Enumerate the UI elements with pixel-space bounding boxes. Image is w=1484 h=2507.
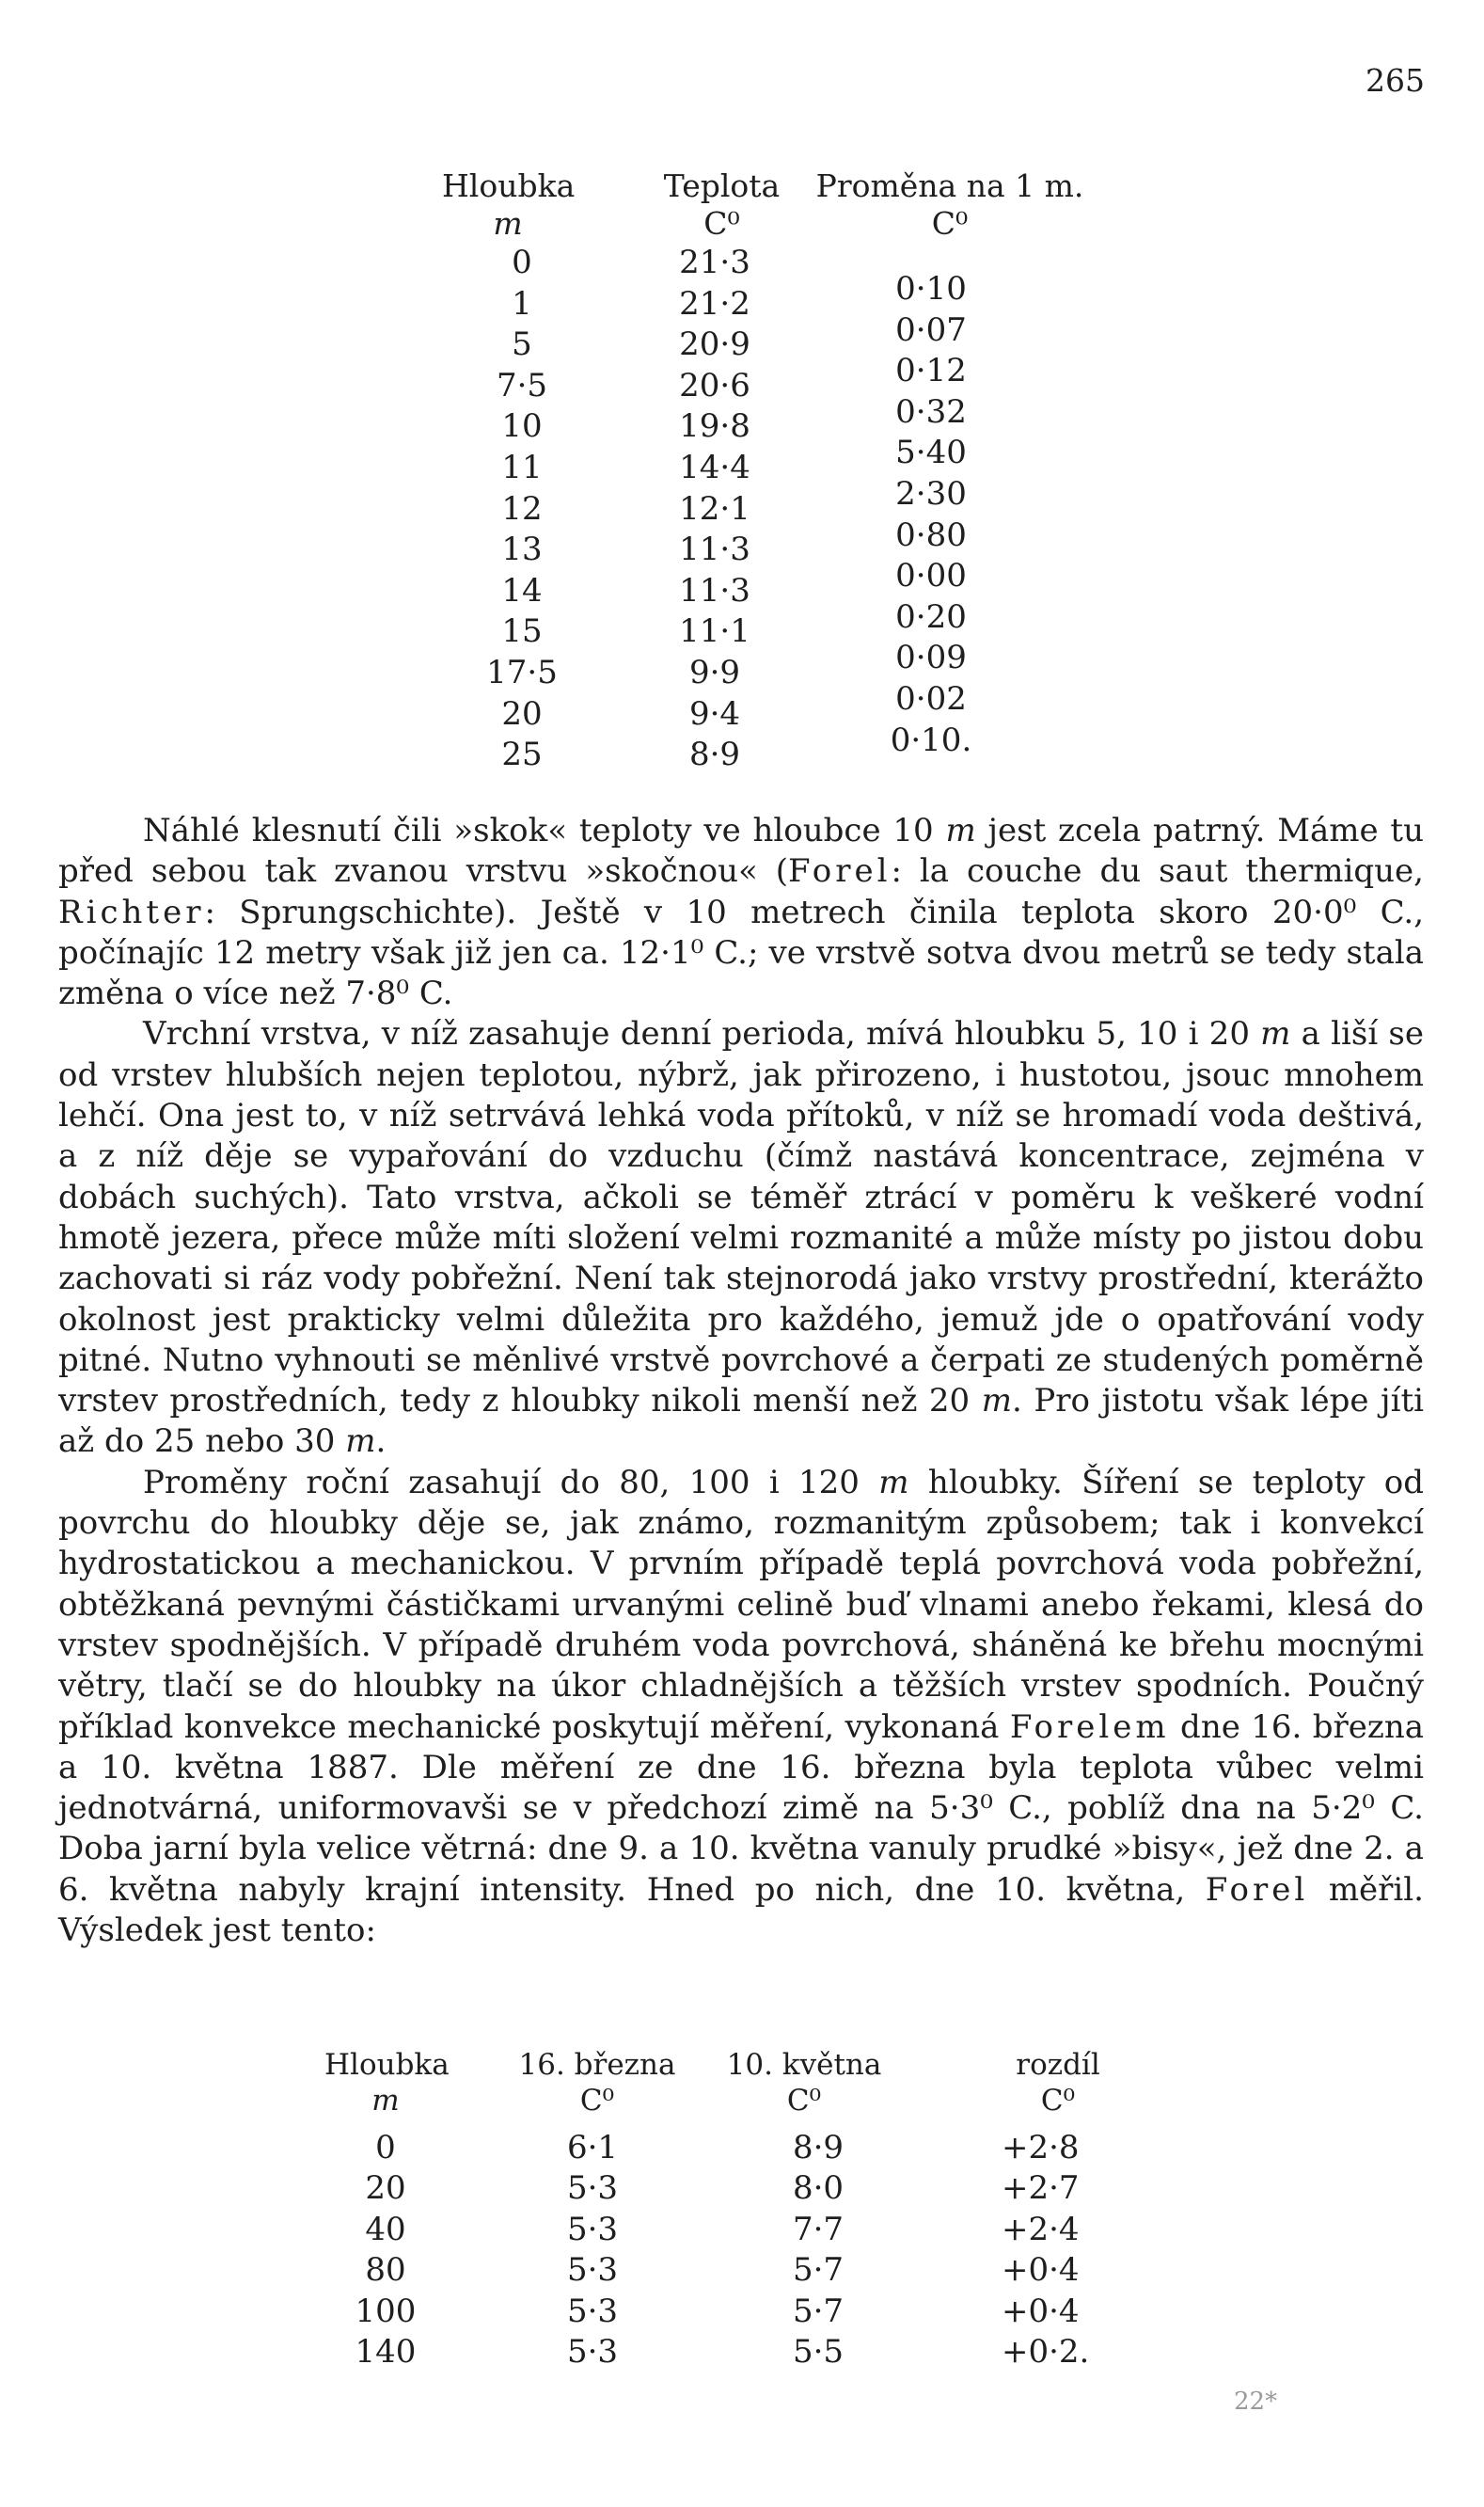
- table-cell: 25: [501, 736, 543, 774]
- table-cell: 10: [501, 407, 543, 446]
- table-cell: 0·07: [895, 310, 967, 349]
- table-cell: 5·40: [895, 434, 967, 472]
- table-cell: 5·5: [792, 2333, 845, 2372]
- table-cell: 5·7: [792, 2292, 845, 2330]
- table-cell: 5·3: [566, 2169, 619, 2208]
- table-cell: 0·20: [895, 597, 967, 636]
- table2-depth-column: [334, 2128, 437, 2372]
- table-cell: 7·7: [792, 2210, 845, 2248]
- table-cell: 0: [375, 2129, 396, 2166]
- table-cell: 0·00: [895, 557, 967, 595]
- table-cell: +0·2.: [1002, 2333, 1090, 2372]
- table-cell: 140: [355, 2333, 417, 2372]
- table-cell: 0·10.: [890, 721, 972, 759]
- table-cell: 6·1: [566, 2129, 619, 2166]
- table1-header-depth: Hloubka m: [442, 167, 576, 242]
- table-cell: 12·1: [679, 489, 750, 528]
- signature-mark: 22*: [1234, 2388, 1278, 2416]
- paragraph-1: Náhlé klesnutí čili »skok« teploty ve hloubce 10 m jest zcela patrný. Máme tu před sebou tak zvanou vrstvu »skočnou« (Forel: la couche du saut thermique, Richter: Sprungschichte). Ještě v 10 metrech činila teplota skoro 20·0⁰ C., počínajíc 12 metry však již jen ca. 12·1⁰ C.; ve vrstvě sotva dvou metrů se tedy stala změna o více než 7·8⁰ C.: [58, 812, 1424, 1013]
- paragraph-3: Proměny roční zasahují do 80, 100 i 120 m hloubky. Šíření se teploty od povrchu do hloubky děje se, jak známo, rozmanitým způsobem; tak i konvekcí hydrostatickou a mechanickou. V prvním případě teplá povrchová voda pobřežní, obtěžkaná pevnými částičkami urvanými celině buď vlnami anebo řekami, klesá do vrstev spodnějších. V případě druhém voda povrchová, sháněná ke břehu mocnými větry, tlačí se do hloubky na úkor chladnějších a těžších vrstev spodních. Poučný příklad konvekce mechanické poskytují měření, vykonaná Forelem dne 16. března a 10. května 1887. Dle měření ze dne 16. března byla teplota vůbec velmi jednotvárná, uniformovavši se v předchozí zimě na 5·3⁰ C., poblíž dna na 5·2⁰ C. Doba jarní byla velice větrná: dne 9. a 10. května vanuly prudké »bisy«, jež dne 2. a 6. května nabyly krajní intensity. Hned po nich, dne 10. května, Forel měřil. Výsledek jest tento:: [58, 1463, 1425, 1950]
- table-cell: 5·3: [566, 2251, 619, 2290]
- table-cell: 12: [501, 489, 543, 528]
- table-cell: 20·9: [679, 325, 750, 364]
- table-cell: 11·1: [679, 612, 750, 651]
- table-cell: 17·5: [486, 653, 558, 691]
- table-cell: 20·6: [679, 366, 750, 405]
- table2-diff-column: [1002, 2128, 1133, 2372]
- table-cell: 40: [365, 2210, 406, 2248]
- table-cell: 8·9: [792, 2129, 845, 2166]
- table2-header-march: 16. března C⁰: [518, 2048, 676, 2118]
- table1-change-column: [879, 269, 983, 761]
- table-cell: 80: [365, 2251, 406, 2290]
- table-cell: 0: [512, 244, 532, 281]
- table-cell: 0·32: [895, 392, 967, 431]
- table-cell: 9·4: [688, 694, 741, 733]
- table-cell: 5: [512, 325, 532, 364]
- table-cell: 13: [501, 531, 543, 569]
- table-cell: 8·9: [688, 736, 741, 774]
- table-cell: 5·3: [566, 2333, 619, 2372]
- table-cell: +0·4: [1002, 2292, 1080, 2330]
- table1-header-temp: Teplota C⁰: [663, 167, 781, 242]
- table1-header-change: Proměna na 1 m. C⁰: [815, 167, 1084, 242]
- table2-header-depth: Hloubka m: [324, 2048, 450, 2118]
- table-cell: 21·3: [679, 244, 750, 281]
- page-number: 265: [1366, 62, 1425, 99]
- table-cell: 11·3: [679, 571, 750, 610]
- table2-header-diff: rozdíl C⁰: [1016, 2048, 1100, 2118]
- table-cell: 9·9: [688, 653, 741, 691]
- paragraph-2: Vrchní vrstva, v níž zasahuje denní perioda, mívá hloubku 5, 10 i 20 m a liší se od vrstev hlubších nejen teplotou, nýbrž, jak přirozeno, i hustotou, jsouc mnohem lehčí. Ona jest to, v níž setrvává lehká voda přítoků, v níž se hromadí voda deštivá, a z níž děje se vypařování do vzduchu (čímž nastává koncentrace, zejména v dobách suchých). Tato vrstva, ačkoli se téměř ztrácí v poměru k veškeré vodní hmotě jezera, přece může míti složení velmi rozmanité a může místy po jistou dobu zachovati si ráz vody pobřežní. Není tak stejnorodá jako vrstvy prostřední, kterážto okolnost jest prakticky velmi důležita pro každého, jemuž jde o opatřování vody pitné. Nutno vyhnouti se měnlivé vrstvě povrchové a čerpati ze studených poměrně vrstev prostředních, tedy z hloubky nikoli menší než 20 m. Pro jistotu však lépe jíti až do 25 nebo 30 m.: [58, 1015, 1424, 1461]
- table1-depth-column: [470, 243, 574, 776]
- table2-may-column: [766, 2128, 870, 2372]
- table-cell: 100: [355, 2292, 417, 2330]
- table-cell: 19·8: [679, 407, 750, 446]
- table-cell: 20: [365, 2169, 406, 2208]
- table-cell: 5·7: [792, 2251, 845, 2290]
- table2-header-may: 10. května C⁰: [726, 2048, 882, 2118]
- table-cell: 0·10: [895, 270, 967, 308]
- table-cell: 0·12: [895, 352, 967, 390]
- table2-march-column: [541, 2128, 644, 2372]
- table-cell: +2·4: [1002, 2210, 1080, 2248]
- table-cell: 7·5: [496, 366, 548, 405]
- table-cell: 14: [501, 571, 543, 610]
- table-cell: +2·8: [1002, 2129, 1080, 2166]
- table1-temp-column: [663, 243, 766, 776]
- table-cell: 0·02: [895, 679, 967, 718]
- table-cell: 0·80: [895, 516, 967, 554]
- table-cell: +2·7: [1002, 2169, 1080, 2208]
- table-cell: 1: [512, 284, 532, 323]
- table-cell: 5·3: [566, 2292, 619, 2330]
- table-cell: +0·4: [1002, 2251, 1080, 2290]
- table-cell: 14·4: [679, 448, 750, 486]
- table-cell: 2·30: [895, 474, 967, 513]
- table-cell: 11: [501, 448, 543, 486]
- table-cell: 0·09: [895, 639, 967, 677]
- table-cell: 5·3: [566, 2210, 619, 2248]
- table-cell: 8·0: [792, 2169, 845, 2208]
- table-cell: 20: [501, 694, 543, 733]
- table-cell: 11·3: [679, 531, 750, 569]
- table-cell: 21·2: [679, 284, 750, 323]
- table-cell: 15: [501, 612, 543, 651]
- body-text: [58, 811, 1424, 1951]
